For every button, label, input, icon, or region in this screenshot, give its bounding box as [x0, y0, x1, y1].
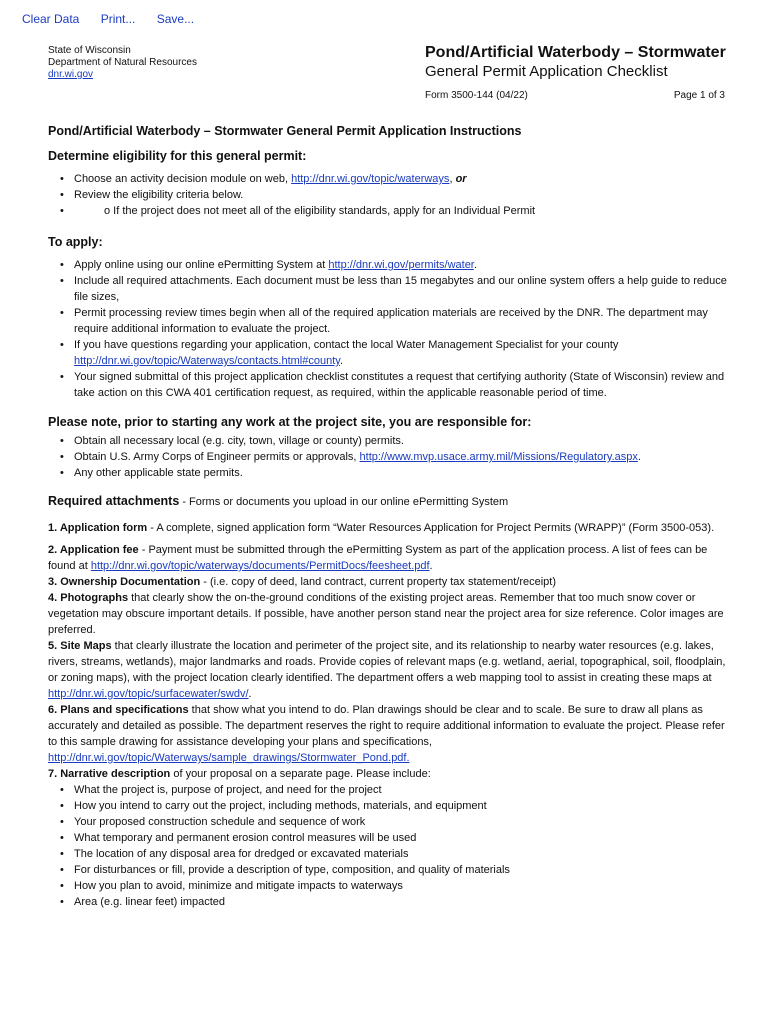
narrative-list	[48, 782, 728, 910]
contacts-county-link[interactable]: http://dnr.wi.gov/topic/Waterways/contacts.html#county	[74, 355, 340, 367]
list-item: • Your signed submittal of this project application checklist constitutes a request that certifying authority (State of Wisconsin) review and take action on this CWA 401 certification request, as required, within the applicable reasonable period of time.	[74, 369, 728, 401]
eligibility-heading: Determine eligibility for this general permit:	[48, 149, 307, 163]
required-attachments	[48, 493, 728, 910]
attachment-item: 3. Ownership Documentation - (i.e. copy of deed, land contract, current property tax statement/receipt)	[48, 576, 557, 588]
list-item: • Area (e.g. linear feet) impacted	[74, 894, 728, 910]
form-meta	[425, 90, 725, 101]
attachment-item: 6. Plans and specifications that show what you intend to do. Plan drawings should be clear and to scale. Be sure to draw all plans as accurately and detailed as possible. The department reserves the right to require additional information to evaluate the project. Please refer to this sample drawing for assistance developing your plans and specifications, http://dnr.wi.gov/topic/Waterways/sample_drawings/Stormwater_Pond.pdf.	[48, 704, 725, 764]
fee-sheet-link[interactable]: http://dnr.wi.gov/topic/waterways/documents/PermitDocs/feesheet.pdf	[90, 560, 430, 572]
note-heading: Please note, prior to starting any work at the project site, you are responsible for:	[48, 415, 532, 429]
required-heading: Required attachments - Forms or documents you upload in our online ePermitting System	[48, 494, 509, 508]
usace-regulatory-link[interactable]: http://www.mvp.usace.army.mil/Missions/Regulatory.aspx	[359, 451, 638, 463]
list-item: • Apply online using our online ePermitting System at http://dnr.wi.gov/permits/water.	[74, 257, 728, 273]
note-list	[48, 433, 728, 481]
list-item: • Review the eligibility criteria below.	[74, 187, 728, 203]
print-button[interactable]: Print...	[100, 12, 136, 26]
list-item: • Your proposed construction schedule and sequence of work	[74, 814, 728, 830]
list-item: • If you have questions regarding your application, contact the local Water Management Specialist for your county http://dnr.wi.gov/topic/Waterways/contacts.html#county.	[74, 337, 728, 369]
apply-heading: To apply:	[48, 235, 103, 249]
attachment-item: 7. Narrative description of your proposal on a separate page. Please include:	[48, 768, 431, 780]
attachment-item: 1. Application form - A complete, signed application form “Water Resources Application for Project Permits (WRAPP)” (Form 3500-053).	[48, 522, 715, 534]
list-item: • Any other applicable state permits.	[74, 465, 728, 481]
list-item: • Permit processing review times begin when all of the required application materials are received by the DNR. The department may require additional information to evaluate the project.	[74, 305, 728, 337]
list-item: • What temporary and permanent erosion control measures will be used	[74, 830, 728, 846]
agency-block	[48, 45, 197, 81]
list-item: • How you intend to carry out the project, including methods, materials, and equipment	[74, 798, 728, 814]
list-item: • How you plan to avoid, minimize and mitigate impacts to waterways	[74, 878, 728, 894]
list-item: • Obtain U.S. Army Corps of Engineer permits or approvals, http://www.mvp.usace.army.mil/Missions/Regulatory.aspx.	[74, 449, 728, 465]
form-number: Form 3500-144 (04/22)	[425, 90, 528, 101]
attachment-item: 2. Application fee - Payment must be submitted through the ePermitting System as part of the application process. A list of fees can be found at http://dnr.wi.gov/topic/waterways/documents/PermitDocs/feesheet.pdf.	[48, 544, 708, 572]
document-subtitle: General Permit Application Checklist	[425, 63, 668, 80]
eligibility-list	[48, 171, 728, 219]
instructions-content	[48, 123, 728, 910]
sample-drawing-link[interactable]: http://dnr.wi.gov/topic/Waterways/sample_drawings/Stormwater_Pond.pdf.	[48, 752, 410, 764]
clear-data-button[interactable]: Clear Data	[22, 12, 80, 26]
list-item: • What the project is, purpose of project, and need for the project	[74, 782, 728, 798]
permits-water-link[interactable]: http://dnr.wi.gov/permits/water	[328, 259, 474, 271]
list-item: • Choose an activity decision module on web, http://dnr.wi.gov/topic/waterways, or	[74, 171, 728, 187]
list-item: • Obtain all necessary local (e.g. city, town, village or county) permits.	[74, 433, 728, 449]
form-toolbar	[22, 12, 212, 26]
agency-website-link[interactable]: dnr.wi.gov	[48, 69, 94, 80]
list-subitem: • o If the project does not meet all of the eligibility standards, apply for an Individual Permit	[74, 203, 728, 219]
document-title: Pond/Artificial Waterbody – Stormwater	[425, 44, 726, 61]
swdv-mapping-link[interactable]: http://dnr.wi.gov/topic/surfacewater/swdv/	[48, 688, 249, 700]
page-number: Page 1 of 3	[673, 90, 725, 101]
agency-department: Department of Natural Resources	[48, 57, 197, 68]
agency-state: State of Wisconsin	[48, 45, 131, 56]
apply-list	[48, 257, 728, 401]
list-item: • For disturbances or fill, provide a description of type, composition, and quality of materials	[74, 862, 728, 878]
list-item: • Include all required attachments. Each document must be less than 15 megabytes and our online system offers a help guide to reduce file sizes,	[74, 273, 728, 305]
attachment-item: 5. Site Maps that clearly illustrate the location and perimeter of the project site, and its relationship to nearby water resources (e.g. lakes, rivers, streams, wetlands), major landmarks and roads. Provide copies of relevant maps (e.g. wetland, aerial, topographical, soil, floodplain, or zoning maps), with the project location clearly identified. The department offers a web mapping tool to assist in creating these maps at http://dnr.wi.gov/topic/surfacewater/swdv/.	[48, 640, 726, 700]
list-item: • The location of any disposal area for dredged or excavated materials	[74, 846, 728, 862]
waterways-link[interactable]: http://dnr.wi.gov/topic/waterways	[291, 173, 450, 185]
save-button[interactable]: Save...	[156, 12, 195, 26]
title-block	[425, 43, 725, 101]
instructions-title: Pond/Artificial Waterbody – Stormwater General Permit Application Instructions	[48, 124, 522, 138]
attachment-item: 4. Photographs that clearly show the on-the-ground conditions of the existing project areas. Remember that too much snow cover or vegetation may obscure important details. If possible, have another person stand near the project area for size reference. Color images are preferred.	[48, 592, 724, 636]
